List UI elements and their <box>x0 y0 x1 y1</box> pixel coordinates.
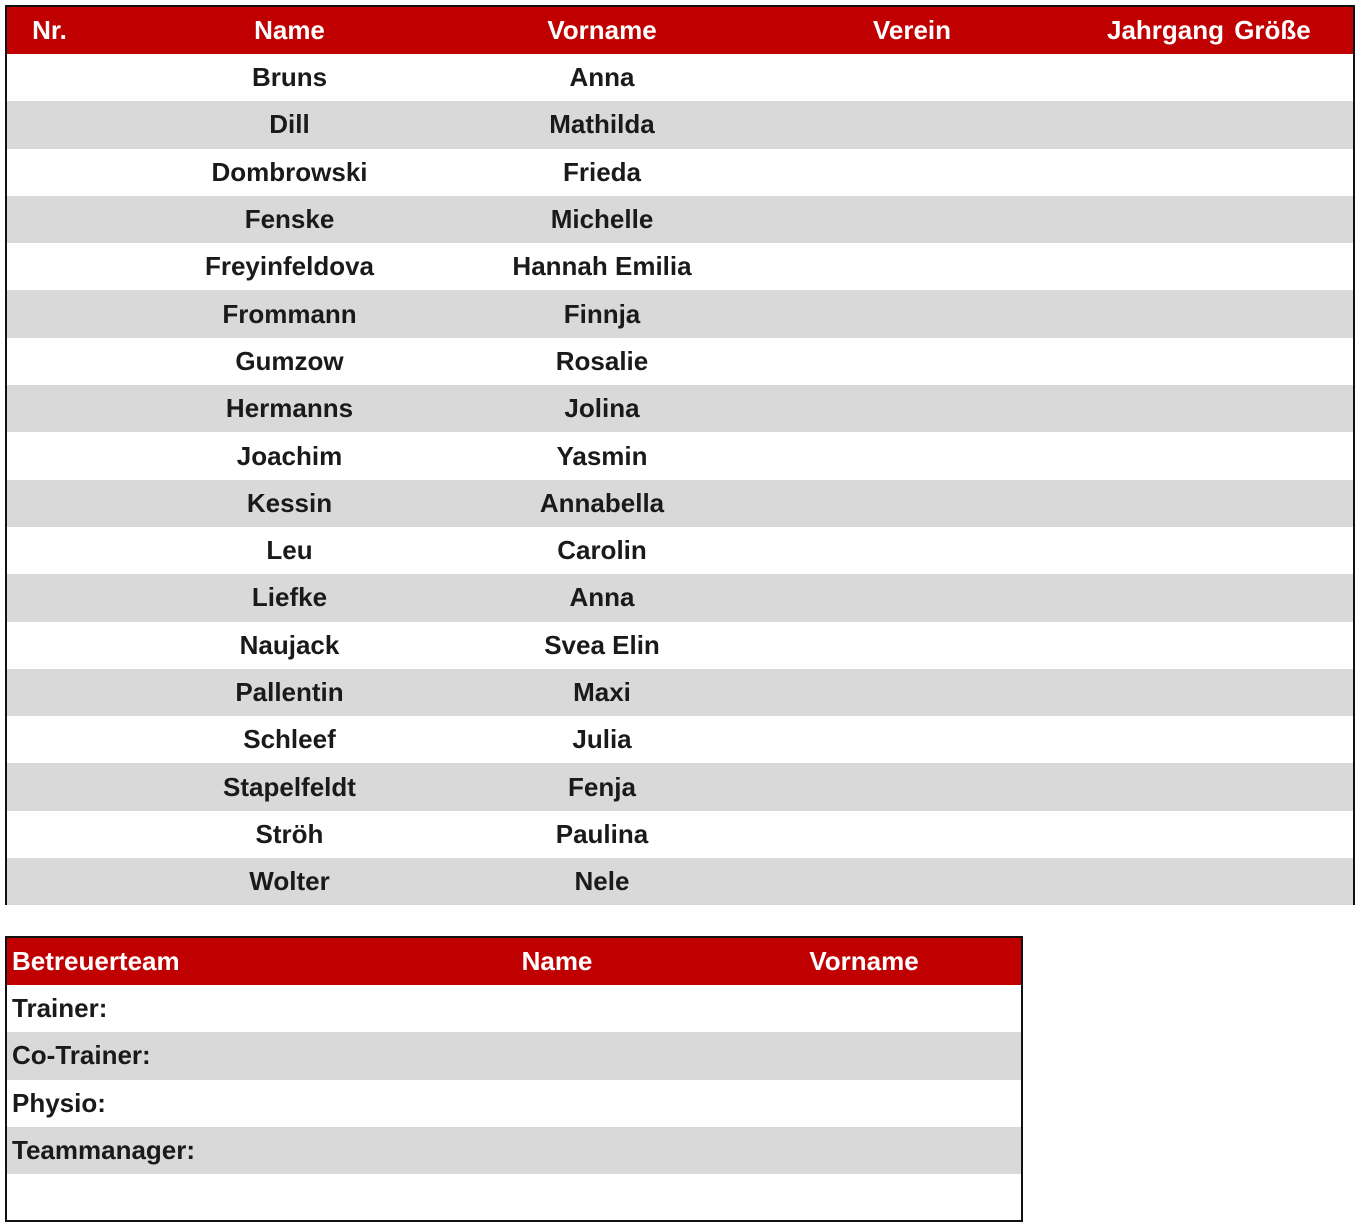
vorname-cell: Annabella <box>539 487 665 518</box>
vorname-cell: Julia <box>572 724 632 755</box>
header-staff-name: Name <box>521 946 593 976</box>
staff-table <box>5 936 1023 1222</box>
table-row <box>7 196 1353 243</box>
vorname-cell: Carolin <box>557 535 647 566</box>
table-row <box>7 716 1353 763</box>
table-row <box>7 149 1353 196</box>
name-cell: Hermanns <box>225 393 354 424</box>
name-cell: Dill <box>269 109 310 140</box>
vorname-cell: Maxi <box>573 677 631 707</box>
table-row <box>7 527 1353 574</box>
table-row <box>7 669 1353 716</box>
table-row <box>7 101 1353 148</box>
name-cell: Stapelfeldt <box>223 771 356 802</box>
name-cell: Pallentin <box>235 677 344 707</box>
table-row <box>7 243 1353 290</box>
vorname-cell: Finnja <box>563 298 641 329</box>
role-cell: Physio: <box>12 1087 106 1118</box>
staff-row <box>7 1032 1021 1079</box>
vorname-cell: Anna <box>569 62 635 93</box>
header-nr: Nr. <box>32 15 67 45</box>
staff-row <box>7 1174 1021 1221</box>
header-betreuerteam: Betreuerteam <box>12 946 180 976</box>
vorname-cell: Yasmin <box>556 440 648 471</box>
name-cell: Gumzow <box>235 345 344 376</box>
name-cell: Ströh <box>255 818 324 849</box>
role-cell: Trainer: <box>12 993 108 1024</box>
name-cell: Wolter <box>249 866 330 897</box>
staff-row <box>7 1127 1021 1174</box>
roster-header-row <box>7 7 1353 54</box>
staff-row <box>7 985 1021 1032</box>
vorname-cell: Paulina <box>555 818 649 849</box>
table-row <box>7 290 1353 337</box>
vorname-cell: Hannah Emilia <box>512 251 692 282</box>
header-staff-vorname: Vorname <box>809 946 919 976</box>
name-cell: Frommann <box>222 298 357 329</box>
name-cell: Liefke <box>251 582 328 613</box>
name-cell: Naujack <box>239 629 340 660</box>
table-row <box>7 811 1353 858</box>
header-name: Name <box>254 15 325 45</box>
name-cell: Kessin <box>246 487 333 518</box>
table-row <box>7 54 1353 101</box>
vorname-cell: Fenja <box>568 771 636 802</box>
table-row <box>7 622 1353 669</box>
name-cell: Schleef <box>243 724 336 755</box>
table-row <box>7 858 1353 905</box>
header-jahrgang: Jahrgang <box>1107 15 1225 45</box>
vorname-cell: Mathilda <box>549 109 655 140</box>
name-cell: Bruns <box>251 62 328 93</box>
table-row <box>7 385 1353 432</box>
header-verein: Verein <box>872 15 952 45</box>
name-cell: Freyinfeldova <box>204 251 375 282</box>
name-cell: Dombrowski <box>211 156 368 187</box>
staff-row <box>7 1080 1021 1127</box>
role-cell: Teammanager: <box>12 1135 196 1166</box>
name-cell: Joachim <box>236 440 343 471</box>
player-roster-table <box>5 5 1355 905</box>
vorname-cell: Frieda <box>562 156 642 187</box>
vorname-cell: Rosalie <box>555 345 649 376</box>
vorname-cell: Nele <box>574 866 630 897</box>
roster-body <box>7 54 1353 905</box>
staff-header-row <box>7 938 1021 985</box>
header-vorname: Vorname <box>547 15 657 45</box>
staff-body <box>7 985 1021 1221</box>
vorname-cell: Svea Elin <box>544 629 660 660</box>
table-row <box>7 432 1353 479</box>
table-row <box>7 480 1353 527</box>
table-row <box>7 338 1353 385</box>
table-row <box>7 763 1353 810</box>
header-groesse: Größe <box>1234 15 1311 45</box>
table-row <box>7 574 1353 621</box>
vorname-cell: Jolina <box>564 393 640 424</box>
vorname-cell: Michelle <box>550 204 654 235</box>
name-cell: Fenske <box>244 204 335 235</box>
vorname-cell: Anna <box>569 582 635 613</box>
name-cell: Leu <box>266 535 313 566</box>
role-cell: Co-Trainer: <box>12 1040 151 1071</box>
